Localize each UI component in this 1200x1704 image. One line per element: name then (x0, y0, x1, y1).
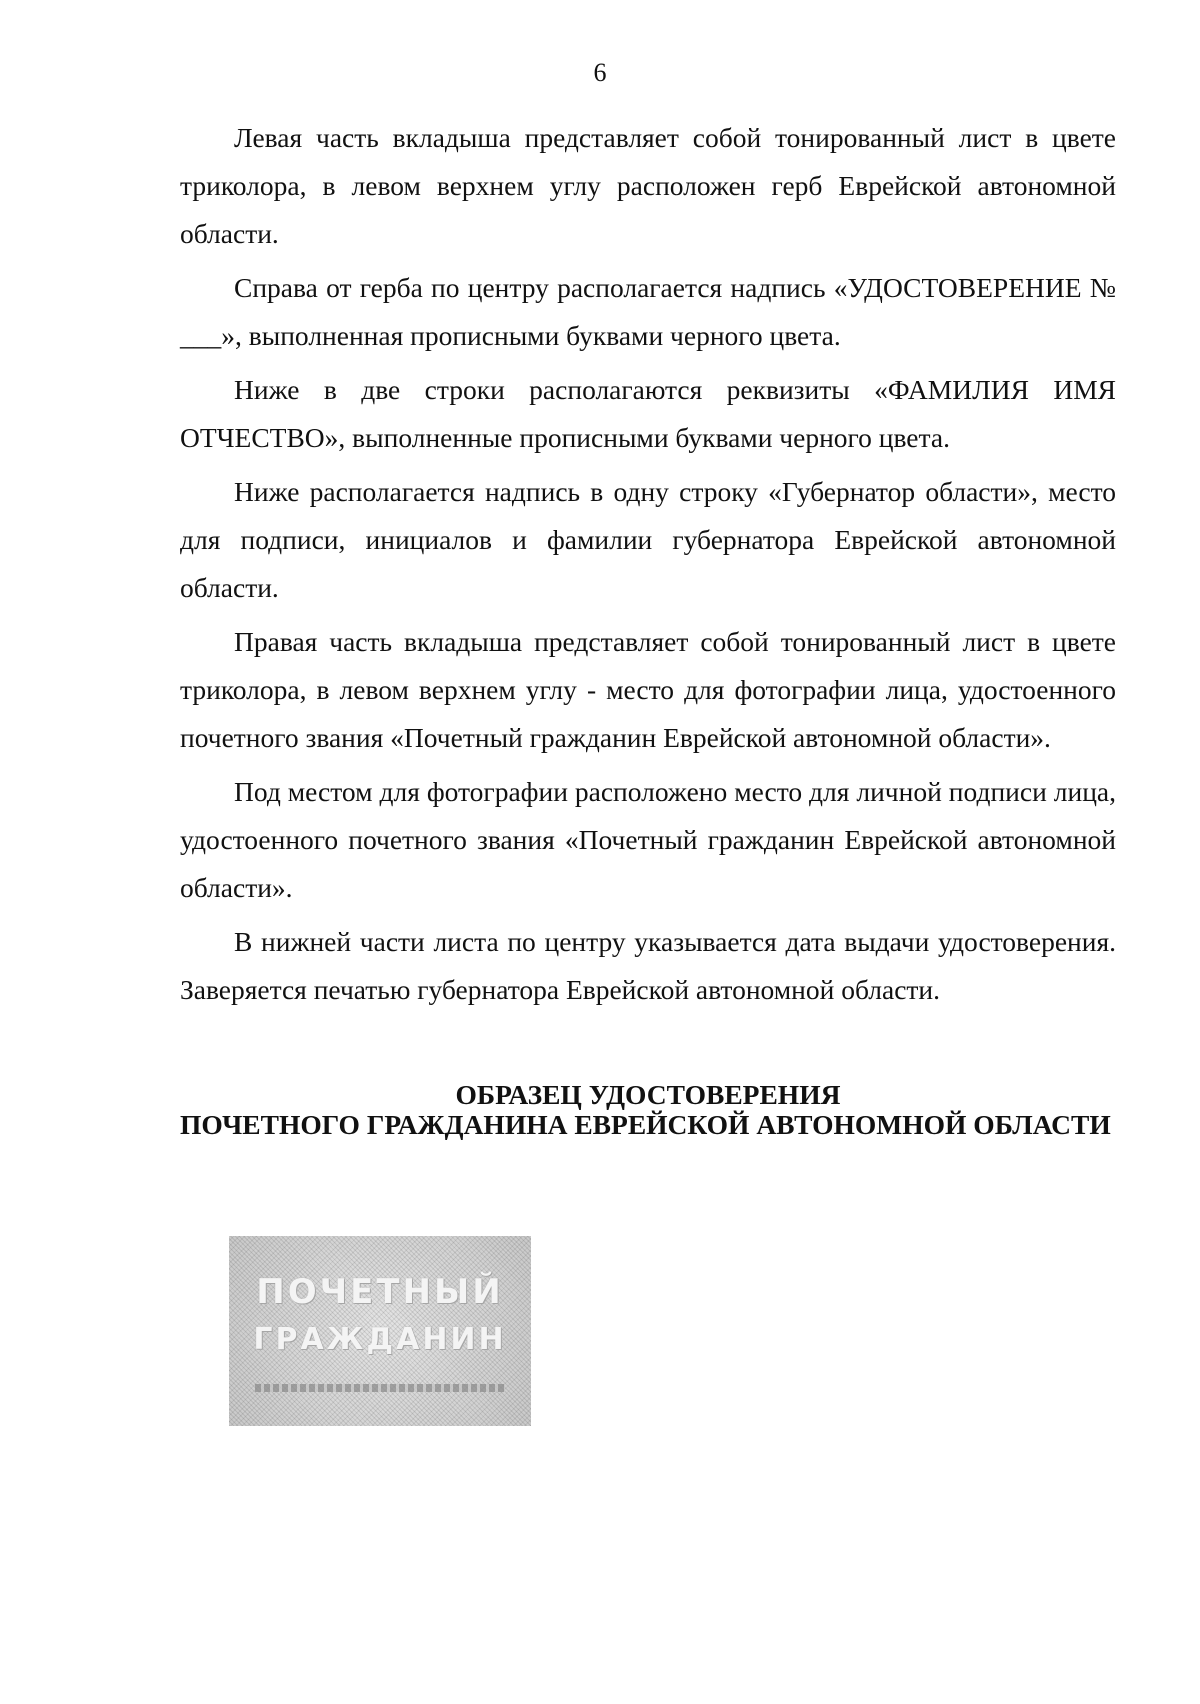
sample-heading (180, 1080, 1116, 1140)
certificate-sample-text-2: ГРАЖДАНИН (253, 1322, 507, 1357)
paragraph-full-name: Ниже в две строки располагаются реквизиты «ФАМИЛИЯ ИМЯ ОТЧЕСТВО», выполненные прописными буквами черного цвета. (180, 374, 1116, 453)
certificate-sample-text-1: ПОЧЕТНЫЙ (256, 1272, 504, 1312)
paragraph-governor: Ниже располагается надпись в одну строку «Губернатор области», место для подписи, инициалов и фамилии губернатора Еврейской автономной области. (180, 476, 1116, 603)
page-number: 6 (593, 58, 607, 87)
paragraph-issue-date: В нижней части листа по центру указывается дата выдачи удостоверения. Заверяется печатью губернатора Еврейской автономной области. (180, 926, 1116, 1005)
sample-heading-title: ОБРАЗЕЦ УДОСТОВЕРЕНИЯ (455, 1079, 841, 1110)
paragraph-signature: Под местом для фотографии расположено место для личной подписи лица, удостоенного почетного звания «Почетный гражданин Еврейской автономной области». (180, 776, 1116, 903)
certificate-sample-fine-print (255, 1384, 505, 1392)
document-body (180, 114, 1116, 1020)
paragraph-left-insert: Левая часть вкладыша представляет собой тонированный лист в цвете триколора, в левом верхнем углу расположен герб Еврейской автономной области. (180, 122, 1116, 249)
paragraph-certificate-caption: Справа от герба по центру располагается надпись «УДОСТОВЕРЕНИЕ № ___», выполненная прописными буквами черного цвета. (180, 272, 1116, 351)
paragraph-right-insert: Правая часть вкладыша представляет собой тонированный лист в цвете триколора, в левом верхнем углу - место для фотографии лица, удостоенного почетного звания «Почетный гражданин Еврейской автономной области». (180, 626, 1116, 753)
sample-heading-subtitle: ПОЧЕТНОГО ГРАЖДАНИНА ЕВРЕЙСКОЙ АВТОНОМНОЙ ОБЛАСТИ (180, 1109, 1111, 1140)
certificate-sample-image (229, 1236, 531, 1426)
